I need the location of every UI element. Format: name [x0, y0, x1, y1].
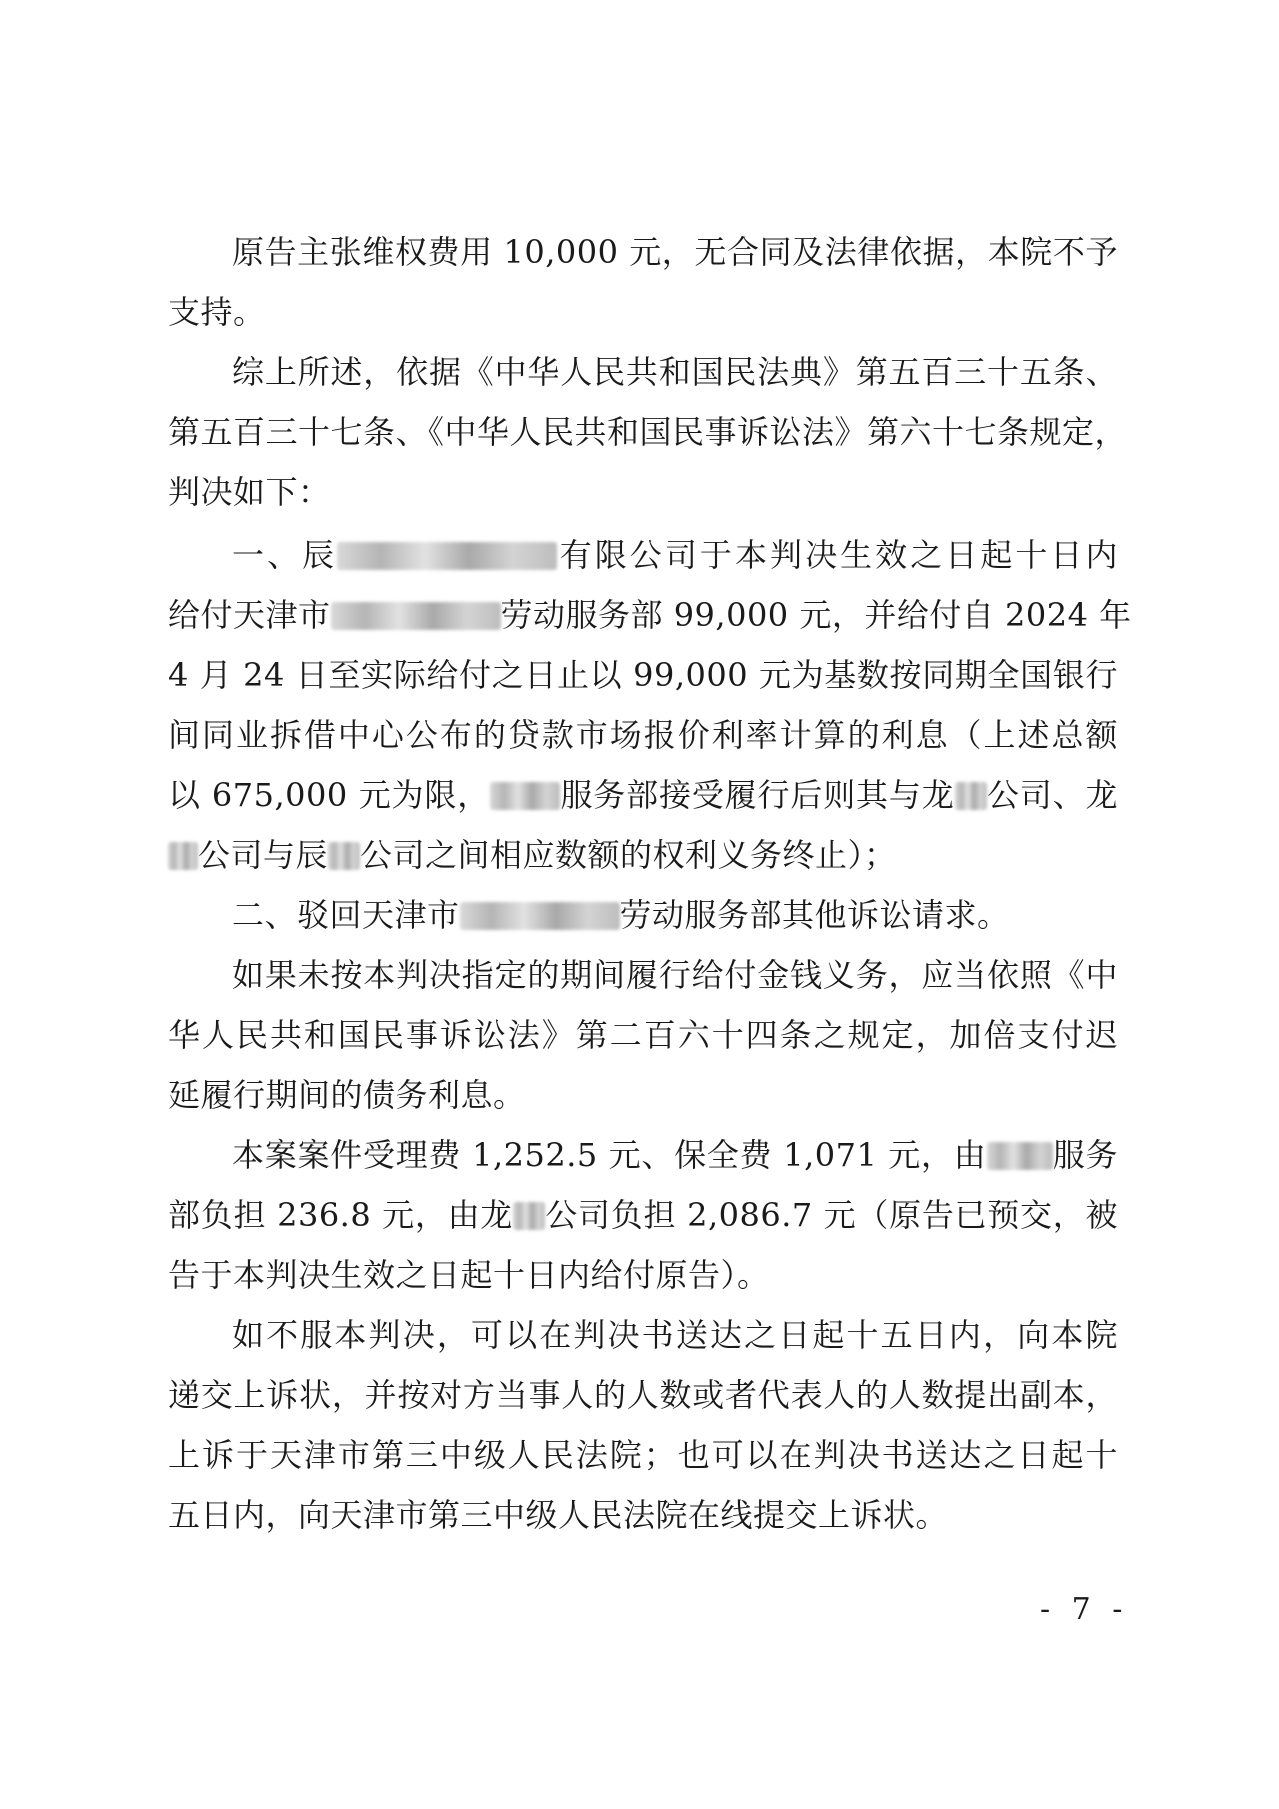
text-line: 本案案件受理费 1,252.5 元、保全费 1,071 元，由 服务 — [232, 1136, 1118, 1174]
text-line: 原告主张维权费用 10,000 元，无合同及法律依据，本院不予 — [232, 233, 1118, 271]
text-line: 华人民共和国民事诉讼法》第二百六十四条之规定，加倍支付迟 — [168, 1016, 1118, 1054]
text-line: 判决如下： — [168, 473, 331, 511]
redaction-blur — [955, 782, 987, 810]
text-line: 给付天津市 劳动服务部 99,000 元，并给付自 2024 年 — [168, 596, 1132, 634]
redaction-blur — [987, 1142, 1053, 1170]
text-line: 一、辰 有限公司于本判决生效之日起十日内 — [232, 536, 1118, 574]
text-line: 延履行期间的债务利息。 — [168, 1076, 526, 1114]
text-line: 支持。 — [168, 293, 266, 331]
redaction-blur — [337, 542, 557, 570]
text-line: 第五百三十七条、《中华人民共和国民事诉讼法》第六十七条规定， — [168, 413, 1128, 451]
text-line: 综上所述，依据《中华人民共和国民法典》第五百三十五条、 — [232, 353, 1118, 391]
page-number: - 7 - — [1040, 1592, 1129, 1627]
redaction-blur — [513, 1202, 545, 1230]
redaction-blur — [168, 842, 198, 870]
text-line: 4 月 24 日至实际给付之日止以 99,000 元为基数按同期全国银行 — [168, 656, 1118, 694]
redaction-blur — [328, 842, 360, 870]
redaction-blur — [460, 902, 620, 930]
text-line: 间同业拆借中心公布的贷款市场报价利率计算的利息（上述总额 — [168, 716, 1118, 754]
text-line: 以 675,000 元为限， 服务部接受履行后则其与龙 公司、龙 — [168, 776, 1118, 814]
text-line: 上诉于天津市第三中级人民法院；也可以在判决书送达之日起十 — [168, 1436, 1118, 1474]
redaction-blur — [331, 602, 501, 630]
text-line: 如不服本判决，可以在判决书送达之日起十五日内，向本院 — [232, 1316, 1118, 1354]
text-line: 递交上诉状，并按对方当事人的人数或者代表人的人数提出副本， — [168, 1376, 1118, 1414]
text-line: 告于本判决生效之日起十日内给付原告）。 — [168, 1256, 770, 1294]
text-line: 如果未按本判决指定的期间履行给付金钱义务，应当依照《中 — [232, 956, 1118, 994]
text-line: 五日内，向天津市第三中级人民法院在线提交上诉状。 — [168, 1496, 949, 1534]
redaction-blur — [490, 782, 560, 810]
text-line: 公司与辰 公司之间相应数额的权利义务终止）； — [168, 835, 1118, 875]
text-line: 二、驳回天津市 劳动服务部其他诉讼请求。 — [232, 896, 1010, 934]
text-line: 部负担 236.8 元，由龙 公司负担 2,086.7 元（原告已预交，被 — [168, 1196, 1118, 1234]
